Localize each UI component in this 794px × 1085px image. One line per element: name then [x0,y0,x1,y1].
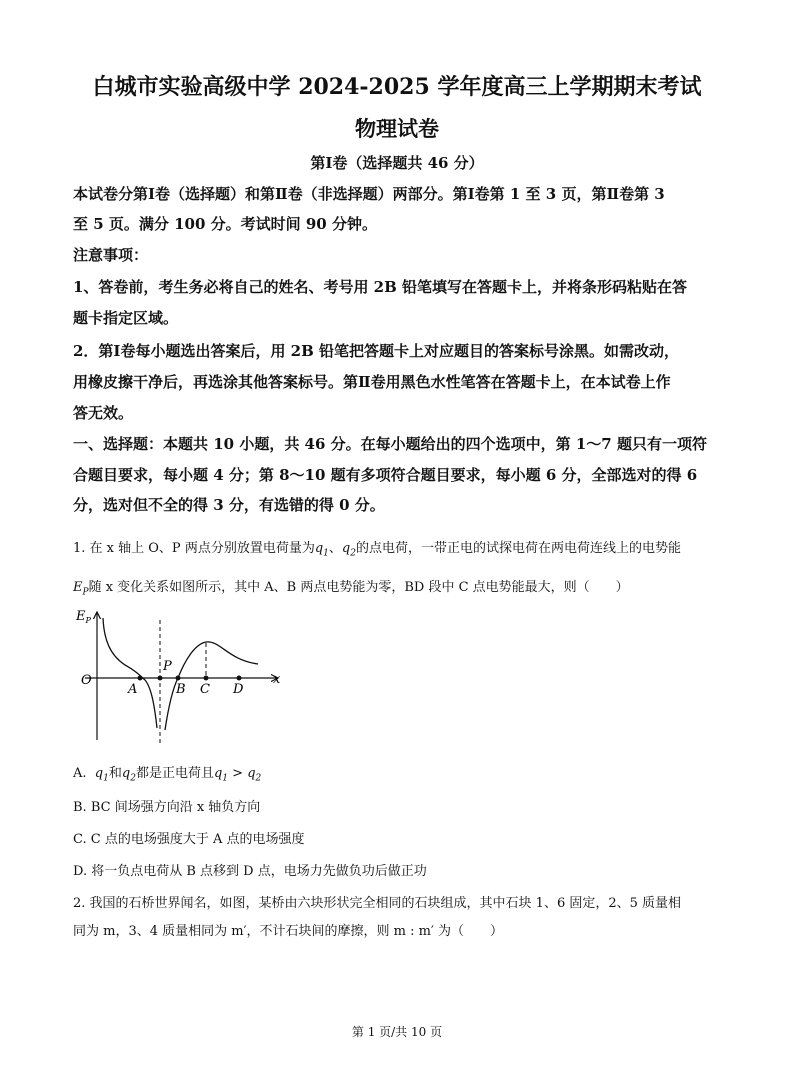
note-2-line-2: 用橡皮擦干净后，再选涂其他答案标号。第Ⅱ卷用黑色水性笔答在答题卡上，在本试卷上作 [73,373,671,391]
section-1-line-1: 一、选择题：本题共 10 小题，共 46 分。在每小题给出的四个选项中，第 1～7 题只有一项符 [73,435,707,453]
x-axis-label: x [273,672,281,687]
symbol-q1: $q_1$ [314,541,329,559]
note-1-line-1: 1、答卷前，考生务必将自己的姓名、考号用 2B 铅笔填写在答题卡上，并将条形码粘贴在答 [73,278,688,296]
section-1-line-3: 分，选对但不全的得 3 分，有选错的得 0 分。 [73,496,385,514]
question-2-line-2: 同为 m，3、4 质量相同为 m′，不计石块间的摩擦，则 m : m′ 为（ ） [73,924,504,939]
point-p [158,676,163,681]
subject-title: 物理试卷 [355,116,439,141]
section-1-line-2: 合题目要求，每小题 4 分；第 8～10 题有多项符合题目要求，每小题 6 分，全部选对的得 6 [73,466,698,484]
notes-title: 注意事项： [73,246,149,264]
point-a [138,676,143,681]
point-c [204,676,209,681]
curve-left-branch [103,618,157,728]
y-axis-label: $E_P$ [76,609,91,625]
intro-line-2: 至 5 页。满分 100 分。考试时间 90 分钟。 [73,215,377,233]
note-2-line-1: 2．第Ⅰ卷每小题选出答案后，用 2B 铅笔把答题卡上对应题目的答案标号涂黑。如需改动， [73,342,680,360]
option-c: C. C 点的电场强度大于 A 点的电场强度 [73,832,305,847]
option-a: A. $q_1$和$q_2$都是正电荷且$q_1 > q_2$ [73,766,262,784]
part-heading: 第Ⅰ卷（选择题共 46 分） [310,154,484,172]
question-1-line-2 [73,576,629,598]
intro-line-1: 本试卷分第Ⅰ卷（选择题）和第Ⅱ卷（非选择题）两部分。第Ⅰ卷第 1 至 3 页，第Ⅱ卷第 3 [73,185,665,203]
label-b: B [176,682,186,697]
page-footer: 第 1 页/共 10 页 [351,1025,443,1039]
label-a: A [128,682,138,697]
question-1-line-1: 1. 在 x 轴上 O、P 两点分别放置电荷量为$q_1$、$q_2$的点电荷，一带正电的试探电荷在两电荷连线上的电势能 [73,541,681,559]
label-c: C [200,682,210,697]
label-d: D [233,682,244,697]
point-b [176,676,181,681]
option-d: D. 将一负点电荷从 B 点移到 D 点，电场力先做负功后做正功 [73,864,427,879]
symbol-ep: $E_P$ [73,580,89,598]
question-1-text-a: 在 x 轴上 O、P 两点分别放置电荷量为 [89,541,315,556]
symbol-q2: $q_2$ [341,541,356,559]
question-1-text-c: 随 x 变化关系如图所示，其中 A、B 两点电势能为零，BD 段中 C 点电势能最大，则（ ） [88,580,629,595]
note-1-line-2: 题卡指定区域。 [73,309,179,327]
note-2-line-3: 答无效。 [73,404,134,422]
ep-x-graph [70,600,290,750]
option-b: B. BC 间场强方向沿 x 轴负方向 [73,800,261,815]
origin-label: O [81,673,92,688]
question-2-line-1: 2. 我国的石桥世界闻名，如图，某桥由六块形状完全相同的石块组成，其中石块 1、6 固定，2、5 质量相 [73,896,682,911]
question-1-text-b: 的点电荷，一带正电的试探电荷在两电荷连线上的电势能 [355,541,681,556]
question-number: 1. [73,541,86,556]
label-p: P [163,659,172,674]
exam-title: 白城市实验高级中学 2024-2025 学年度高三上学期期末考试 [92,74,702,100]
point-d [237,676,242,681]
